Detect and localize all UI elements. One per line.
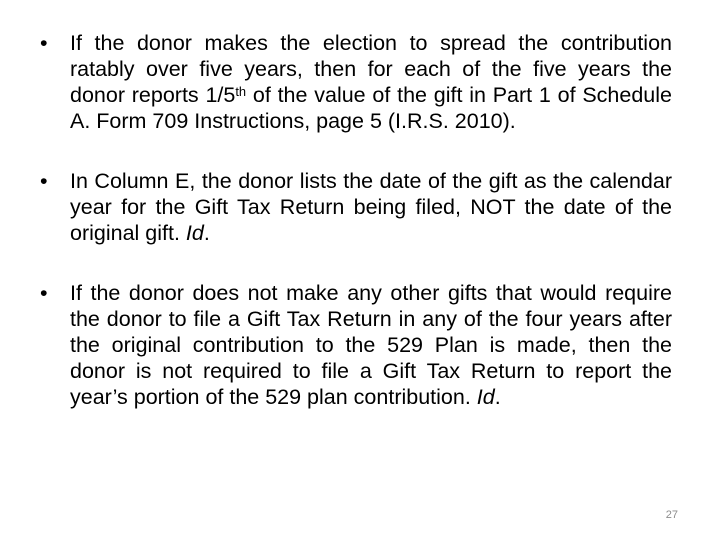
bullet-text bbox=[70, 169, 672, 245]
citation-id: Id bbox=[185, 221, 204, 245]
bullet-text-part: If the donor does not make any other gifts that would require the donor to file a Gift Tax Return in any of the four years after the original contribution to the 529 Plan is made, then the donor is not required to file a Gift Tax Return to report the year’s portion of the 529 plan contribution. bbox=[70, 281, 672, 409]
bullet-item-election bbox=[40, 30, 672, 134]
bullet-text-part: . bbox=[203, 221, 210, 245]
bullet-mark: • bbox=[40, 169, 48, 193]
bullet-mark: • bbox=[40, 281, 48, 305]
bullet-text-part: . bbox=[494, 385, 501, 409]
page-number: 27 bbox=[665, 509, 678, 521]
citation-id: Id bbox=[476, 385, 495, 409]
bullet-text bbox=[70, 281, 672, 409]
bullet-text-part: of the value of the gift in Part 1 of Schedule A. Form 709 Instructions, page 5 (I.R.S. 2010). bbox=[70, 83, 672, 133]
bullet-text bbox=[70, 31, 672, 133]
bullet-list bbox=[40, 30, 672, 410]
bullet-item-column-e bbox=[40, 168, 672, 246]
bullet-item-no-other-gifts bbox=[40, 280, 672, 410]
bullet-text-part: In Column E, the donor lists the date of the gift as the calendar year for the Gift Tax Return being filed, NOT the date of the original gift. bbox=[70, 169, 672, 245]
ordinal-suffix: th bbox=[235, 84, 247, 100]
bullet-text-part: If the donor makes the election to spread the contribution ratably over five years, then for each of the five years the donor reports 1/5 bbox=[70, 31, 672, 107]
bullet-mark: • bbox=[40, 31, 48, 55]
